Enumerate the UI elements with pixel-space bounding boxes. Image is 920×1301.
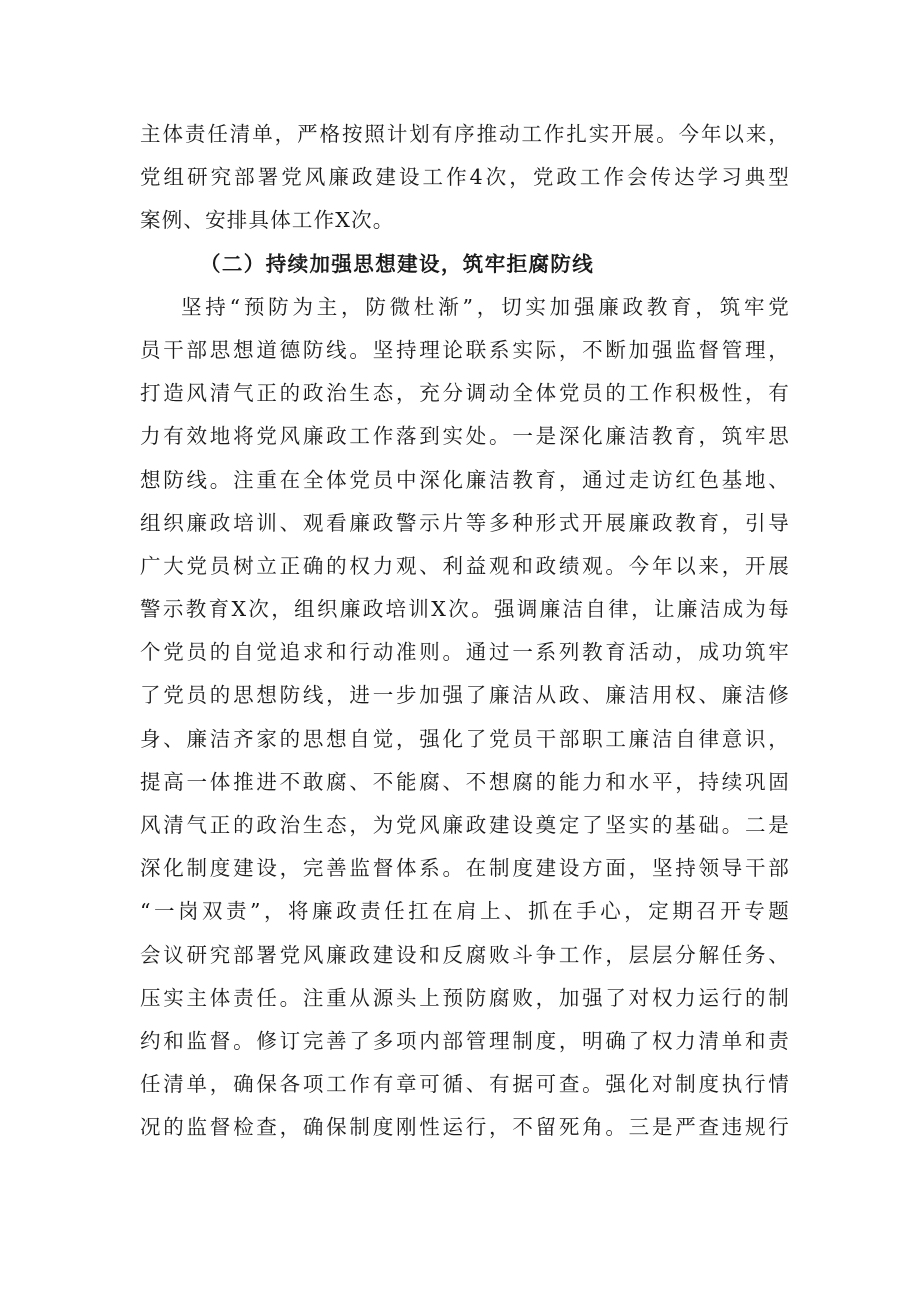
paragraph-line: 案例、安排具体工作X次。 [140,208,395,233]
paragraph-line: 警示教育X次，组织廉政培训X次。强调廉洁自律，让廉洁成为每 [140,597,790,622]
paragraph-line: 力有效地将党风廉政工作落到实处。一是深化廉洁教育，筑牢思 [140,424,790,449]
paragraph-line: 坚持“预防为主，防微杜渐”，切实加强廉政教育，筑牢党 [181,294,790,319]
paragraph-line: 主体责任清单，严格按照计划有序推动工作扎实开展。今年以来， [140,122,790,146]
document-body [140,113,790,1150]
paragraph-line: 党组研究部署党风廉政建设工作4次，党政工作会传达学习典型 [140,165,790,190]
section-heading: （二）持续加强思想建设，筑牢拒腐防线 [200,251,595,276]
paragraph-line: 身、廉洁齐家的思想自觉，强化了党员干部职工廉洁自律意识， [140,726,790,751]
paragraph-line: 打造风清气正的政治生态，充分调动全体党员的工作积极性，有 [140,381,790,406]
paragraph-line: 组织廉政培训、观看廉政警示片等多种形式开展廉政教育，引导 [140,510,790,535]
paragraph-line: 提高一体推进不敢腐、不能腐、不想腐的能力和水平，持续巩固 [140,769,790,794]
paragraph-line: 想防线。注重在全体党员中深化廉洁教育，通过走访红色基地、 [140,467,790,492]
paragraph-line: 广大党员树立正确的权力观、利益观和政绩观。今年以来，开展 [140,553,790,578]
paragraph-line: 深化制度建设，完善监督体系。在制度建设方面，坚持领导干部 [140,856,790,881]
paragraph-line: 压实主体责任。注重从源头上预防腐败，加强了对权力运行的制 [140,985,790,1010]
paragraph-line: 任清单，确保各项工作有章可循、有据可查。强化对制度执行情 [140,1072,790,1097]
paragraph-line: “一岗双责”，将廉政责任扛在肩上、抓在手心，定期召开专题 [140,899,790,924]
paragraph-line: 员干部思想道德防线。坚持理论联系实际，不断加强监督管理， [140,337,790,362]
paragraph-line: 会议研究部署党风廉政建设和反腐败斗争工作，层层分解任务、 [140,942,790,967]
paragraph-line: 了党员的思想防线，进一步加强了廉洁从政、廉洁用权、廉洁修 [140,683,790,708]
paragraph-line: 风清气正的政治生态，为党风廉政建设奠定了坚实的基础。二是 [140,813,790,837]
paragraph-line: 个党员的自觉追求和行动准则。通过一系列教育活动，成功筑牢 [140,640,790,665]
paragraph-line: 况的监督检查，确保制度刚性运行，不留死角。三是严查违规行 [140,1115,790,1140]
paragraph-line: 约和监督。修订完善了多项内部管理制度，明确了权力清单和责 [140,1028,790,1053]
